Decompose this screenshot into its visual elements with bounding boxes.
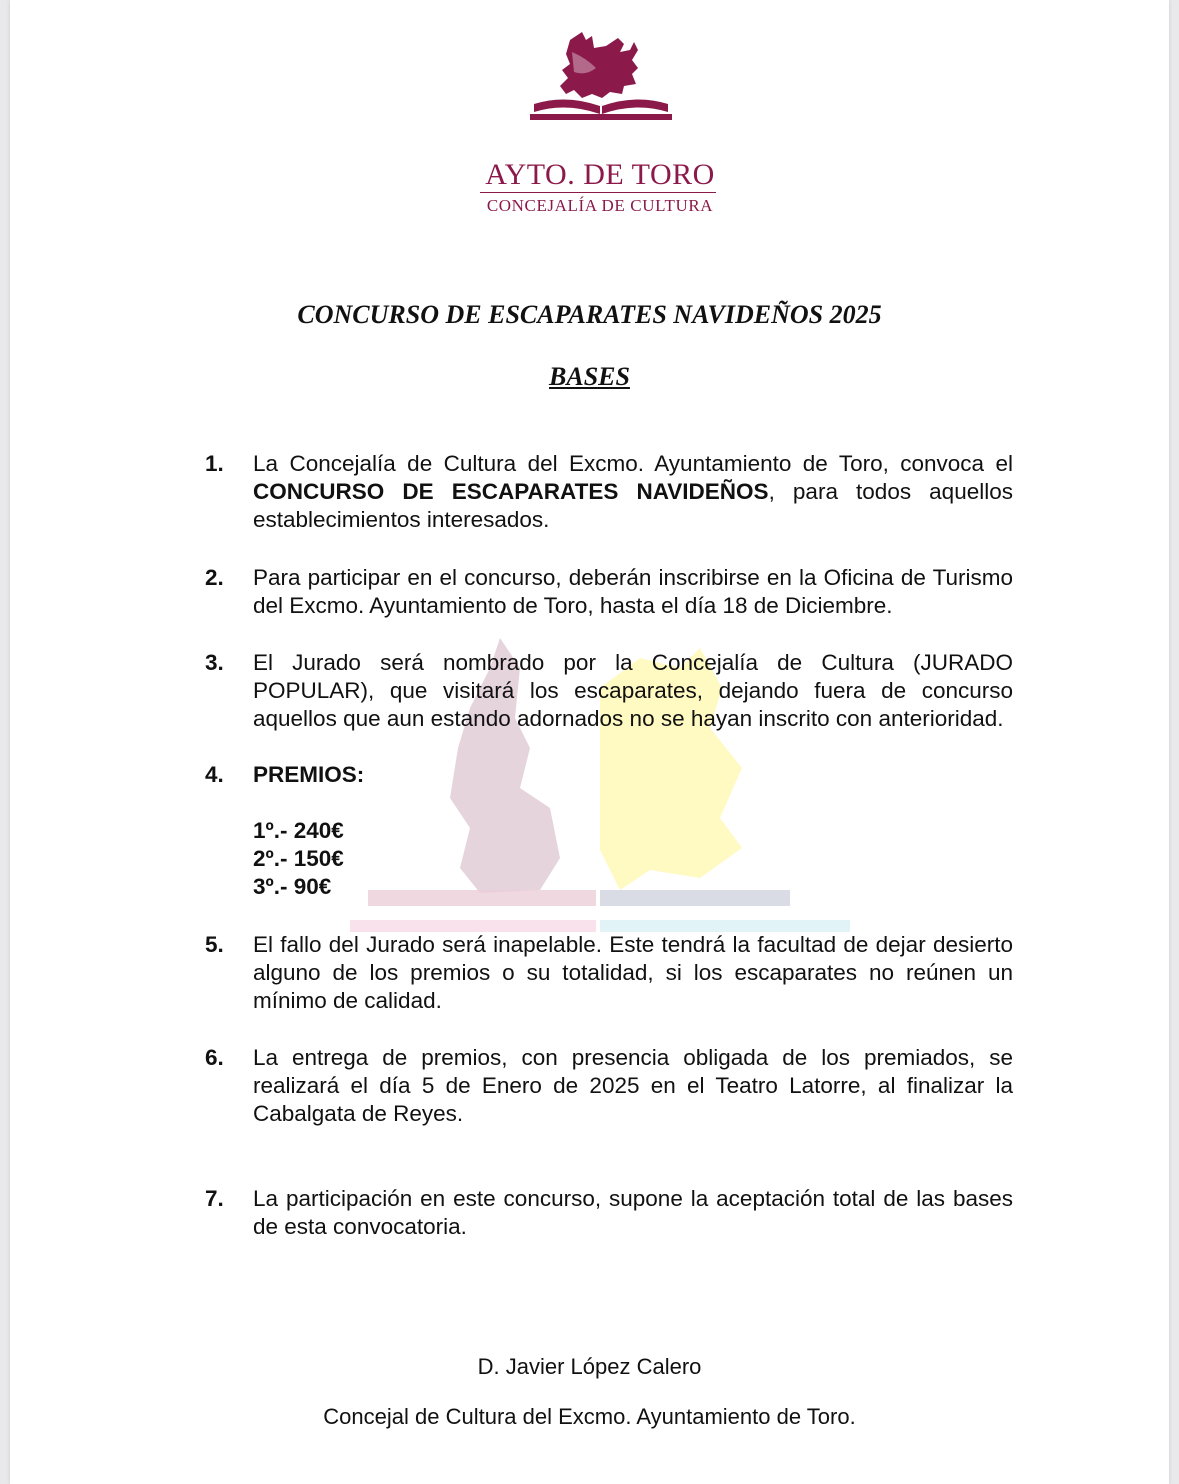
signatory-name: D. Javier López Calero <box>477 1354 702 1379</box>
item-number: 4. <box>205 762 224 787</box>
item-paragraph: Para participar en el concurso, deberán inscribirse en la Oficina de Turismo del Excmo. Ayuntamiento de Toro, hasta el día 18 de Diciembre. <box>253 565 1013 618</box>
item-number: 2. <box>205 565 224 590</box>
signatory-role: Concejal de Cultura del Excmo. Ayuntamiento de Toro. <box>323 1404 856 1429</box>
item-number: 6. <box>205 1045 224 1070</box>
item-text-part: , para todos aquellos establecimientos interesados. <box>253 479 1013 532</box>
item-text <box>253 450 1013 534</box>
item-text-part: La Concejalía de Cultura del Excmo. Ayuntamiento de Toro, convoca el <box>253 451 1013 476</box>
prize-third: 3º.- 90€ <box>253 874 332 899</box>
municipal-logo <box>470 28 730 215</box>
logo-title: AYTO. DE TORO <box>485 158 715 191</box>
item-text <box>253 931 1013 1015</box>
document-page <box>10 0 1169 1484</box>
item-number: 1. <box>205 451 224 476</box>
prize-second: 2º.- 150€ <box>253 846 344 871</box>
item-paragraph: La participación en este concurso, supone la aceptación total de las bases de esta convocatoria. <box>253 1186 1013 1239</box>
item-paragraph: El Jurado será nombrado por la Concejalía de Cultura (JURADO POPULAR), que visitará los escaparates, dejando fuera de concurso aquellos que aun estando adornados no se hayan inscrito con anterioridad. <box>253 650 1013 731</box>
item-number: 3. <box>205 650 224 675</box>
logo-divider <box>480 192 716 193</box>
prizes-heading: PREMIOS: <box>253 762 365 787</box>
prize-first: 1º.- 240€ <box>253 818 344 843</box>
item-text <box>253 1044 1013 1128</box>
lion-crest-icon <box>526 28 676 128</box>
item-text <box>253 1185 1013 1241</box>
document-subtitle: BASES <box>549 362 630 391</box>
item-text <box>253 564 1013 620</box>
logo-subtitle: CONCEJALÍA DE CULTURA <box>486 196 714 215</box>
document-title: CONCURSO DE ESCAPARATES NAVIDEÑOS 2025 <box>297 300 882 329</box>
item-text-bold: CONCURSO DE ESCAPARATES NAVIDEÑOS <box>253 479 769 504</box>
item-paragraph: El fallo del Jurado será inapelable. Este tendrá la facultad de dejar desierto alguno de los premios o su totalidad, si los escaparates no reúnen un mínimo de calidad. <box>253 932 1013 1013</box>
item-text <box>253 649 1013 733</box>
item-paragraph: La entrega de premios, con presencia obligada de los premiados, se realizará el día 5 de Enero de 2025 en el Teatro Latorre, al finalizar la Cabalgata de Reyes. <box>253 1045 1013 1126</box>
item-number: 7. <box>205 1186 224 1211</box>
item-number: 5. <box>205 932 224 957</box>
